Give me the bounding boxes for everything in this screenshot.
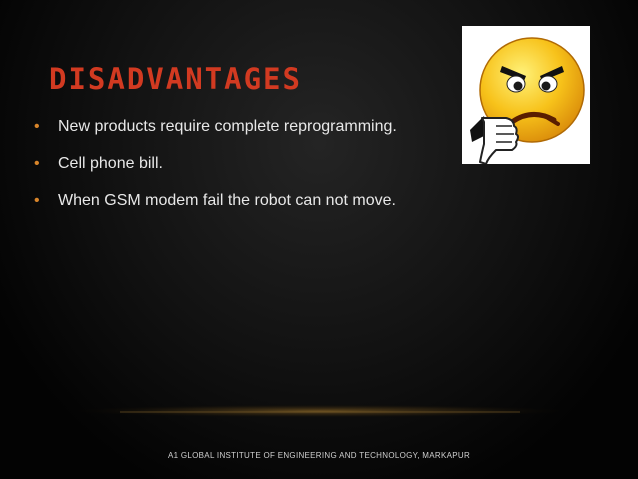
slide-footer: A1 GLOBAL INSTITUTE OF ENGINEERING AND TECHNOLOGY, MARKAPUR [167,451,471,460]
angry-thumbs-down-emoji-icon [462,26,590,164]
slide-title: DISADVANTAGES [49,62,302,96]
bullet-marker-icon: • [34,192,40,209]
list-item [34,192,397,229]
list-item [34,118,397,155]
list-item [34,155,397,192]
divider-glow [60,402,580,420]
bullet-text: When GSM modem fail the robot can not move. [58,192,396,209]
bullet-text: Cell phone bill. [58,155,163,172]
bullet-marker-icon: • [34,155,40,172]
bullet-text: New products require complete reprogramming. [58,118,397,135]
bullet-marker-icon: • [34,118,40,135]
bullet-list [34,118,397,229]
